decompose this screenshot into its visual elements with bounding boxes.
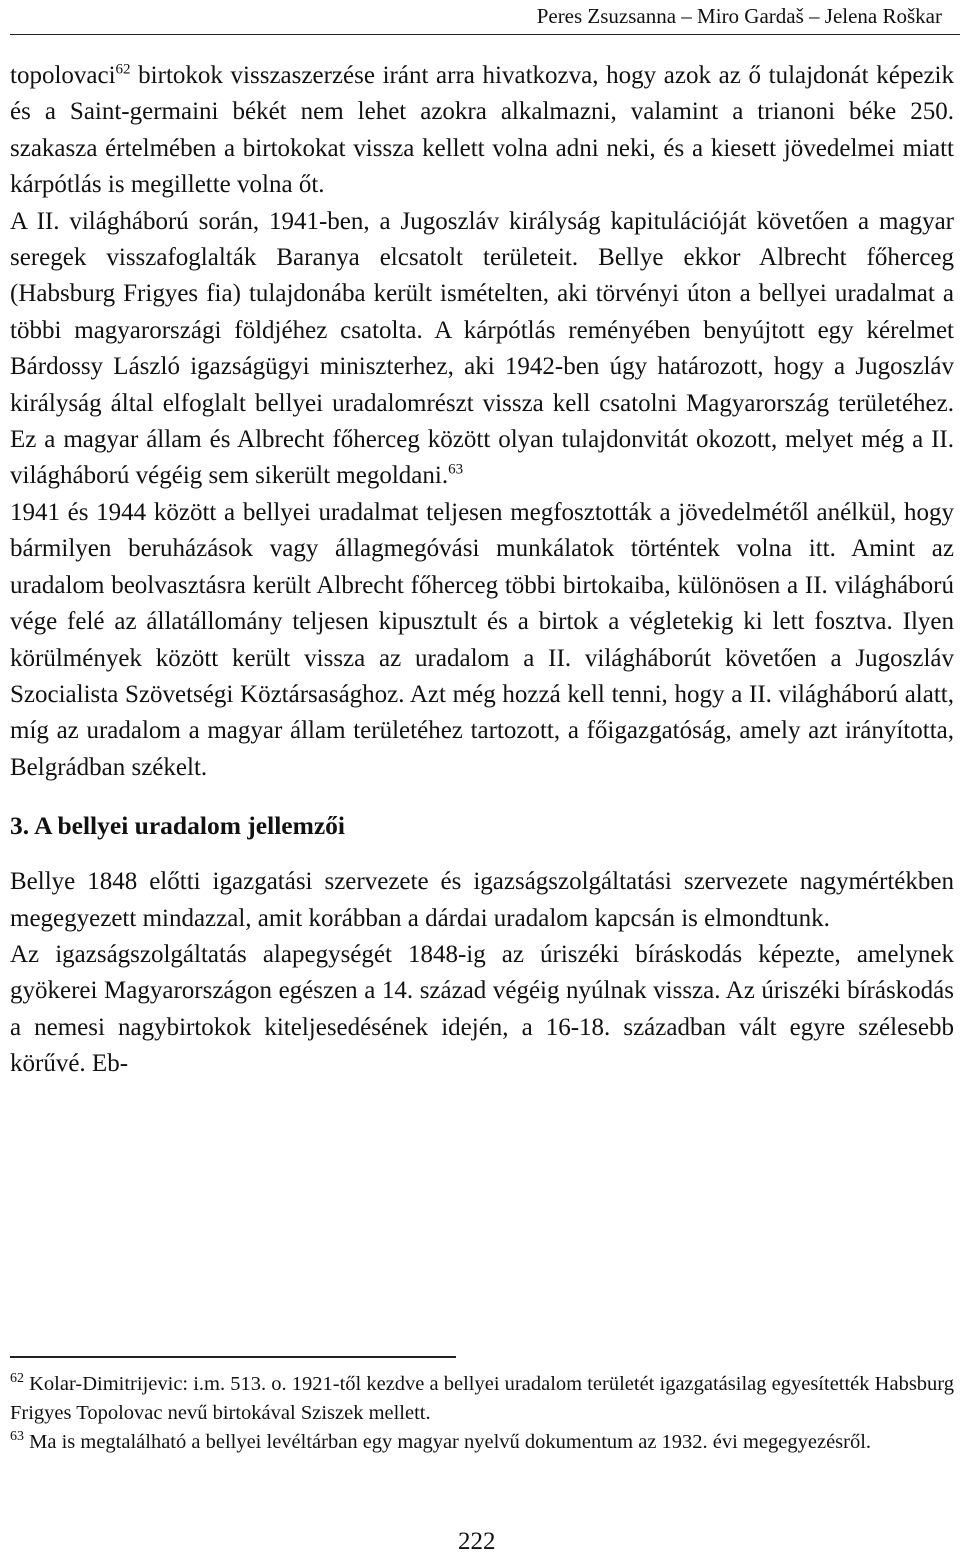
paragraph-text: topolovaci bbox=[10, 62, 116, 89]
paragraph-2 bbox=[10, 204, 954, 495]
footnote-63 bbox=[10, 1428, 954, 1457]
footnotes bbox=[10, 1370, 954, 1457]
footnote-ref-63[interactable]: 63 bbox=[448, 462, 464, 479]
footnote-number: 63 bbox=[10, 1429, 24, 1445]
footnote-62 bbox=[10, 1370, 954, 1428]
footnote-ref-62[interactable]: 62 bbox=[115, 61, 131, 78]
footnote-rule bbox=[10, 1356, 456, 1358]
section-paragraph-1: Bellye 1848 előtti igazgatási szervezete és igazságszolgáltatási szervezete nagymértékben megegyezett mindazzal, amit korábban a dárdai uradalom kapcsán is elmondtunk. bbox=[10, 868, 954, 932]
footnote-text: Ma is megtalálható a bellyei levéltárban egy magyar nyelvű dokumentum az 1932. évi megegyezésről. bbox=[24, 1431, 872, 1453]
page-number: 222 bbox=[458, 1528, 496, 1555]
footnote-number: 62 bbox=[10, 1371, 24, 1387]
paragraph-3 bbox=[10, 495, 954, 786]
paragraph-text: birtokok visszaszerzése iránt arra hivatkozva, hogy azok az ő tulajdonát képezik és a Saint-germaini békét nem lehet azokra alkalmazni, valamint a trianoni béke 250. szakasza értelmében a birtokokat vissza kellett volna adni neki, és a kiesett jövedelmei miatt kárpótlás is megillette volna őt. bbox=[10, 62, 954, 199]
paragraph-text: A II. világháború során, 1941-ben, a Jugoszláv királyság kapitulációját követően a magyar seregek visszafoglalták Baranya elcsatolt területeit. Bellye ekkor Albrecht főherceg (Habsburg Frigyes fia) tulajdonába került ismételten, aki törvényi úton a bellyei uradalmat a többi magyarországi földjéhez csatolta. A kárpótlás reményében benyújtott egy kérelmet Bárdossy László igazságügyi miniszterhez, aki 1942-ben úgy határozott, hogy a Jugoszláv királyság által elfoglalt bellyei uradalomrészt vissza kell csatolni Magyarország területéhez. Ez a magyar állam és Albrecht főherceg között olyan tulajdonvitát okozott, melyet még a II. világháború végéig sem sikerült megoldani. bbox=[10, 207, 954, 490]
section-heading: 3. A bellyei uradalom jellemzői bbox=[10, 811, 345, 841]
main-text bbox=[10, 58, 954, 1083]
footnote-text: Kolar-Dimitrijevic: i.m. 513. o. 1921-től kezdve a bellyei uradalom területét igazgatásilag egyesítették Habsburg Frigyes Topolovac nevű birtokával Sziszek mellett. bbox=[10, 1373, 954, 1424]
paragraph-1 bbox=[10, 58, 954, 204]
section-paragraph-2: Az igazságszolgáltatás alapegységét 1848-ig az úriszéki bíráskodás képezte, amelynek gyökerei Magyarországon egészen a 14. század végéig nyúlnak vissza. Az úriszéki bíráskodás a nemesi nagybirtokok kiteljesedésének idején, a 16-18. században vált egyre szélesebb körűvé. Eb- bbox=[10, 940, 954, 1078]
header-rule bbox=[10, 34, 960, 35]
running-header: Peres Zsuzsanna – Miro Gardaš – Jelena Roškar bbox=[536, 4, 942, 28]
paragraph-text: 1941 és 1944 között a bellyei uradalmat teljesen megfosztották a jövedelmétől anélkül, hogy bármilyen beruházások vagy állagmegóvási munkálatok történtek volna itt. Amint az uradalom beolvasztásra került Albrecht főherceg többi birtokaiba, különösen a II. világháború vége felé az állatállomány teljesen kipusztult és a birtok a végletekig ki lett fosztva. Ilyen körülmények között került vissza az uradalom a II. világháborút követően a Jugoszláv Szocialista Szövetségi Köztársasághoz. Azt még hozzá kell tenni, hogy a II. világháború alatt, míg az uradalom a magyar állam területéhez tartozott, a főigazgatóság, amely azt irányította, Belgrádban székelt. bbox=[10, 498, 954, 781]
